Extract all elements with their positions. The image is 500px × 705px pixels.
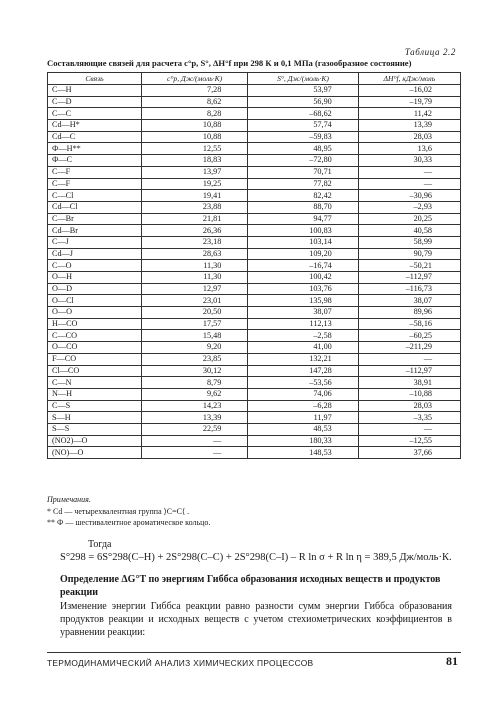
cell-cp: 9,20	[141, 342, 247, 354]
cell-bond: Cl—CO	[48, 365, 142, 377]
table-row	[48, 201, 461, 213]
cell-entropy: –68,62	[248, 108, 358, 120]
cell-cp: 19,25	[141, 178, 247, 190]
cell-entropy: 70,71	[248, 166, 358, 178]
table-row	[48, 330, 461, 342]
table-row	[48, 388, 461, 400]
cell-entropy: 57,74	[248, 120, 358, 132]
cell-cp: 15,48	[141, 330, 247, 342]
page-number: 81	[446, 654, 458, 668]
cell-enthalpy: –112,97	[358, 272, 460, 284]
cell-bond: O—D	[48, 283, 142, 295]
cell-cp: 7,28	[141, 85, 247, 97]
cell-cp: 30,12	[141, 365, 247, 377]
cell-cp: —	[141, 447, 247, 459]
cell-cp: 18,83	[141, 155, 247, 167]
cell-bond: C—D	[48, 96, 142, 108]
cell-enthalpy: 58,99	[358, 236, 460, 248]
cell-bond: Ф—H**	[48, 143, 142, 155]
table-row	[48, 96, 461, 108]
cell-enthalpy: —	[358, 178, 460, 190]
cell-entropy: 94,77	[248, 213, 358, 225]
table-row	[48, 143, 461, 155]
cell-cp: 8,62	[141, 96, 247, 108]
text-tog: Тогда	[88, 539, 112, 550]
cell-cp: 12,97	[141, 283, 247, 295]
body-paragraph: Изменение энергии Гиббса реакции равно разности сумм энергии Гиббса образования продуктов реакции и исходных веществ с учетом стехиометрических коэффициентов в уравнении реакции:	[60, 601, 452, 639]
note-1: * Cd — четырехвалентная группа ⟩C=C⟨ .	[47, 506, 190, 516]
cell-cp: —	[141, 435, 247, 447]
cell-entropy: 48,95	[248, 143, 358, 155]
table-row	[48, 353, 461, 365]
cell-enthalpy: –211,29	[358, 342, 460, 354]
cell-bond: C—F	[48, 178, 142, 190]
cell-entropy: 148,53	[248, 447, 358, 459]
entropy-formula: S°298 = 6S°298(C–H) + 2S°298(C–C) + 2S°298(C–I) – R ln σ + R ln η = 389,5 Дж/моль·К.	[60, 552, 452, 563]
cell-entropy: 103,14	[248, 236, 358, 248]
cell-bond: C—O	[48, 260, 142, 272]
cell-bond: O—Cl	[48, 295, 142, 307]
cell-cp: 13,97	[141, 166, 247, 178]
cell-cp: 19,41	[141, 190, 247, 202]
cell-enthalpy: 38,07	[358, 295, 460, 307]
cell-bond: C—N	[48, 377, 142, 389]
table-row	[48, 85, 461, 97]
table-row	[48, 295, 461, 307]
cell-bond: (NO)—O	[48, 447, 142, 459]
table-row	[48, 318, 461, 330]
cell-bond: (NO2)—O	[48, 435, 142, 447]
cell-bond: C—H	[48, 85, 142, 97]
cell-bond: Cd—Br	[48, 225, 142, 237]
cell-entropy: 48,53	[248, 423, 358, 435]
table-row	[48, 166, 461, 178]
cell-entropy: 53,97	[248, 85, 358, 97]
cell-entropy: 147,28	[248, 365, 358, 377]
cell-entropy: 38,07	[248, 307, 358, 319]
header-enthalpy: ΔH°f, кДж/моль	[358, 73, 460, 85]
cell-entropy: 82,42	[248, 190, 358, 202]
cell-entropy: 88,70	[248, 201, 358, 213]
header-cp: c°p, Дж/(моль·К)	[141, 73, 247, 85]
cell-bond: S—H	[48, 412, 142, 424]
cell-entropy: 77,82	[248, 178, 358, 190]
cell-cp: 10,88	[141, 131, 247, 143]
cell-entropy: 135,98	[248, 295, 358, 307]
cell-enthalpy: —	[358, 423, 460, 435]
cell-enthalpy: 13,6	[358, 143, 460, 155]
cell-enthalpy: 37,66	[358, 447, 460, 459]
table-row	[48, 365, 461, 377]
cell-bond: C—F	[48, 166, 142, 178]
cell-cp: 23,85	[141, 353, 247, 365]
note-2: ** Ф — шестивалентное ароматическое кольцо.	[47, 518, 211, 527]
cell-enthalpy: 90,79	[358, 248, 460, 260]
cell-bond: N—H	[48, 388, 142, 400]
cell-bond: Ф—C	[48, 155, 142, 167]
table-row	[48, 435, 461, 447]
table-header-row	[48, 73, 461, 85]
section-heading: Определение ΔG°T по энергиям Гиббса образования исходных веществ и продуктов реакции	[60, 574, 441, 598]
cell-cp: 14,23	[141, 400, 247, 412]
cell-enthalpy: 20,25	[358, 213, 460, 225]
cell-bond: C—Cl	[48, 190, 142, 202]
cell-cp: 11,30	[141, 272, 247, 284]
cell-enthalpy: 28,03	[358, 400, 460, 412]
cell-entropy: 103,76	[248, 283, 358, 295]
cell-bond: O—O	[48, 307, 142, 319]
cell-cp: 12,55	[141, 143, 247, 155]
table-row	[48, 423, 461, 435]
cell-bond: H—CO	[48, 318, 142, 330]
table-row	[48, 260, 461, 272]
cell-cp: 8,28	[141, 108, 247, 120]
cell-entropy: 132,21	[248, 353, 358, 365]
cell-entropy: –6,28	[248, 400, 358, 412]
footer-rule	[47, 652, 461, 653]
notes-title: Примечания.	[47, 495, 91, 504]
cell-cp: 8,79	[141, 377, 247, 389]
cell-cp: 13,39	[141, 412, 247, 424]
table-body	[48, 85, 461, 459]
cell-enthalpy: –112,97	[358, 365, 460, 377]
cell-enthalpy: –2,93	[358, 201, 460, 213]
cell-enthalpy: 30,33	[358, 155, 460, 167]
cell-cp: 23,88	[141, 201, 247, 213]
cell-entropy: 74,06	[248, 388, 358, 400]
cell-cp: 10,88	[141, 120, 247, 132]
cell-entropy: 180,33	[248, 435, 358, 447]
cell-enthalpy: –50,21	[358, 260, 460, 272]
cell-enthalpy: 11,42	[358, 108, 460, 120]
cell-entropy: 109,20	[248, 248, 358, 260]
cell-entropy: 56,90	[248, 96, 358, 108]
table-row	[48, 283, 461, 295]
cell-bond: C—CO	[48, 330, 142, 342]
header-entropy: S°, Дж/(моль·К)	[248, 73, 358, 85]
cell-bond: Cd—J	[48, 248, 142, 260]
table-row	[48, 236, 461, 248]
table-notes	[47, 494, 210, 529]
cell-entropy: –53,56	[248, 377, 358, 389]
cell-entropy: –2,58	[248, 330, 358, 342]
cell-bond: C—Br	[48, 213, 142, 225]
table-row	[48, 447, 461, 459]
cell-enthalpy: –19,79	[358, 96, 460, 108]
table-row	[48, 131, 461, 143]
cell-entropy: 11,97	[248, 412, 358, 424]
cell-bond: S—S	[48, 423, 142, 435]
table-row	[48, 178, 461, 190]
cell-enthalpy: –30,96	[358, 190, 460, 202]
cell-cp: 28,63	[141, 248, 247, 260]
table-row	[48, 108, 461, 120]
table-caption: Составляющие связей для расчета c°p, S°, ΔH°f при 298 К и 0,1 МПа (газообразное состояние)	[47, 58, 412, 68]
cell-enthalpy: –12,55	[358, 435, 460, 447]
table-row	[48, 225, 461, 237]
cell-cp: 11,30	[141, 260, 247, 272]
cell-enthalpy: –3,35	[358, 412, 460, 424]
cell-cp: 9,62	[141, 388, 247, 400]
cell-cp: 23,01	[141, 295, 247, 307]
table-number: Таблица 2.2	[404, 47, 456, 57]
cell-enthalpy: –16,02	[358, 85, 460, 97]
cell-entropy: 112,13	[248, 318, 358, 330]
cell-entropy: 41,00	[248, 342, 358, 354]
cell-bond: C—S	[48, 400, 142, 412]
cell-bond: C—J	[48, 236, 142, 248]
table-row	[48, 342, 461, 354]
table-row	[48, 190, 461, 202]
table-row	[48, 307, 461, 319]
table-row	[48, 155, 461, 167]
cell-entropy: –59,83	[248, 131, 358, 143]
table-row	[48, 120, 461, 132]
cell-enthalpy: –10,88	[358, 388, 460, 400]
cell-enthalpy: 28,03	[358, 131, 460, 143]
running-footer: ТЕРМОДИНАМИЧЕСКИЙ АНАЛИЗ ХИМИЧЕСКИХ ПРОЦЕССОВ	[47, 658, 314, 668]
table-row	[48, 248, 461, 260]
cell-enthalpy: –60,25	[358, 330, 460, 342]
cell-cp: 22,59	[141, 423, 247, 435]
cell-bond: F—CO	[48, 353, 142, 365]
cell-enthalpy: 13,39	[358, 120, 460, 132]
cell-bond: O—CO	[48, 342, 142, 354]
cell-bond: O—H	[48, 272, 142, 284]
cell-entropy: 100,42	[248, 272, 358, 284]
cell-entropy: 100,83	[248, 225, 358, 237]
cell-enthalpy: —	[358, 353, 460, 365]
cell-bond: Cd—H*	[48, 120, 142, 132]
table-row	[48, 400, 461, 412]
cell-bond: Cd—C	[48, 131, 142, 143]
cell-cp: 26,36	[141, 225, 247, 237]
cell-enthalpy: –116,73	[358, 283, 460, 295]
cell-cp: 23,18	[141, 236, 247, 248]
cell-enthalpy: —	[358, 166, 460, 178]
cell-cp: 21,81	[141, 213, 247, 225]
cell-entropy: –72,80	[248, 155, 358, 167]
cell-enthalpy: 38,91	[358, 377, 460, 389]
cell-enthalpy: –58,16	[358, 318, 460, 330]
header-bond: Связь	[48, 73, 142, 85]
cell-enthalpy: 89,96	[358, 307, 460, 319]
table-row	[48, 272, 461, 284]
cell-bond: Cd—Cl	[48, 201, 142, 213]
table-row	[48, 377, 461, 389]
cell-cp: 17,57	[141, 318, 247, 330]
cell-enthalpy: 40,58	[358, 225, 460, 237]
cell-entropy: –16,74	[248, 260, 358, 272]
bond-contributions-table	[47, 72, 461, 459]
cell-bond: C—C	[48, 108, 142, 120]
table-row	[48, 412, 461, 424]
table-row	[48, 213, 461, 225]
cell-cp: 20,50	[141, 307, 247, 319]
